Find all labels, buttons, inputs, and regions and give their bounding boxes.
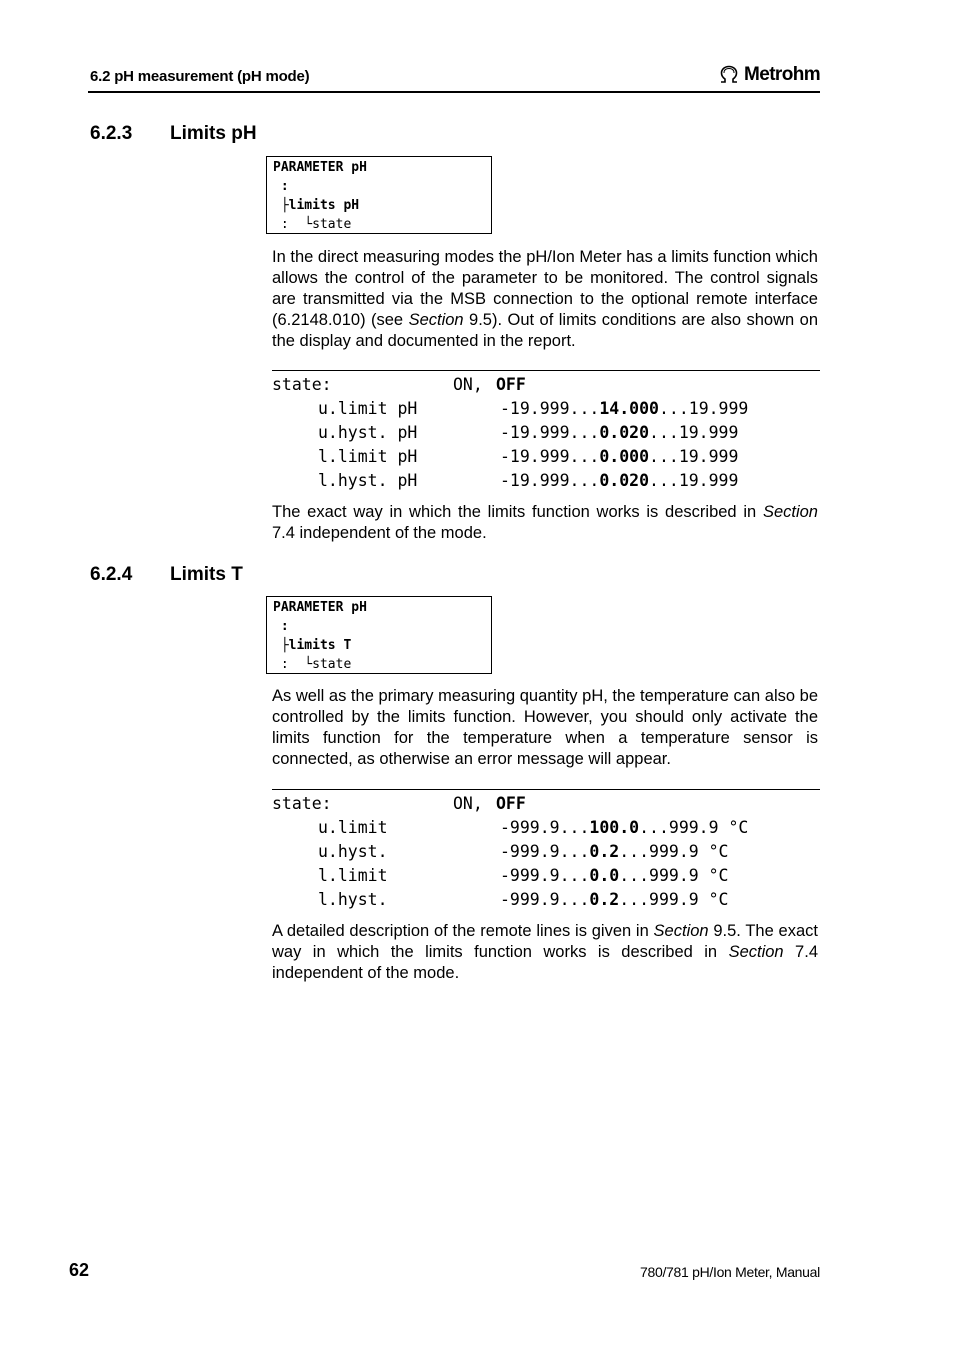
note-paragraph: A detailed description of the remote lines is given in Section 9.5. The exact way in which the limits function works is described in Section 7.4 independent of the mode. (272, 922, 818, 982)
section-title: Limits pH (170, 123, 257, 144)
menu-display-box (266, 596, 492, 674)
menu-branch: ├ (273, 638, 289, 653)
menu-line: : (273, 619, 289, 634)
table-rule (272, 370, 820, 371)
table-row: u.limit pH -19.999...14.000...19.999 (318, 399, 749, 418)
manual-title: 780/781 pH/Ion Meter, Manual (640, 1264, 820, 1280)
note-paragraph: The exact way in which the limits function works is described in Section 7.4 independent of the mode. (272, 503, 818, 542)
menu-branch: : └ (273, 657, 313, 672)
table-row: state: ON, OFF (272, 794, 526, 813)
menu-branch: ├ (273, 198, 289, 213)
header-rule (88, 91, 820, 93)
section-number: 6.2.3 (90, 123, 133, 144)
menu-branch: : └ (273, 217, 313, 232)
table-row: l.limit pH -19.999...0.000...19.999 (318, 447, 739, 466)
table-rule (272, 789, 820, 790)
body-paragraph: In the direct measuring modes the pH/Ion Meter has a limits function which allows the control of the parameter to be monitored. The control signals are transmitted via the MSB connection to the optional remote interface (6.2148.010) (see Section 9.5). Out of limits conditions are also shown on the display and documented in the report. (272, 248, 819, 350)
menu-line: PARAMETER pH (273, 600, 367, 615)
brand-name: Metrohm (744, 64, 821, 85)
table-row: state: ON, OFF (272, 375, 526, 394)
table-row: u.limit -999.9...100.0...999.9 °C (318, 818, 749, 837)
menu-display-box (266, 156, 492, 234)
metrohm-omega-icon (718, 65, 740, 85)
parameter-table (272, 373, 820, 493)
menu-item-state: state (312, 657, 352, 672)
running-header: 6.2 pH measurement (pH mode) (90, 68, 310, 85)
menu-item-limits-ph: limits pH (288, 198, 360, 213)
brand-logo (718, 64, 820, 86)
table-row: l.hyst. -999.9...0.2...999.9 °C (318, 890, 729, 909)
table-row: u.hyst. pH -19.999...0.020...19.999 (318, 423, 739, 442)
menu-line: : (273, 179, 289, 194)
menu-item-state: state (312, 217, 352, 232)
table-row: l.hyst. pH -19.999...0.020...19.999 (318, 471, 739, 490)
table-row: u.hyst. -999.9...0.2...999.9 °C (318, 842, 729, 861)
body-paragraph: As well as the primary measuring quantity pH, the temperature can also be controlled by the limits function. However, you should only activate the limits function for the temperature when a temperature sensor is connected, as otherwise an error message will appear. (272, 687, 818, 768)
section-number: 6.2.4 (90, 564, 133, 585)
page-number: 62 (69, 1260, 90, 1280)
menu-item-limits-t: limits T (288, 638, 352, 653)
menu-line: PARAMETER pH (273, 160, 367, 175)
section-title: Limits T (170, 564, 243, 585)
parameter-table (272, 792, 820, 912)
table-row: l.limit -999.9...0.0...999.9 °C (318, 866, 729, 885)
